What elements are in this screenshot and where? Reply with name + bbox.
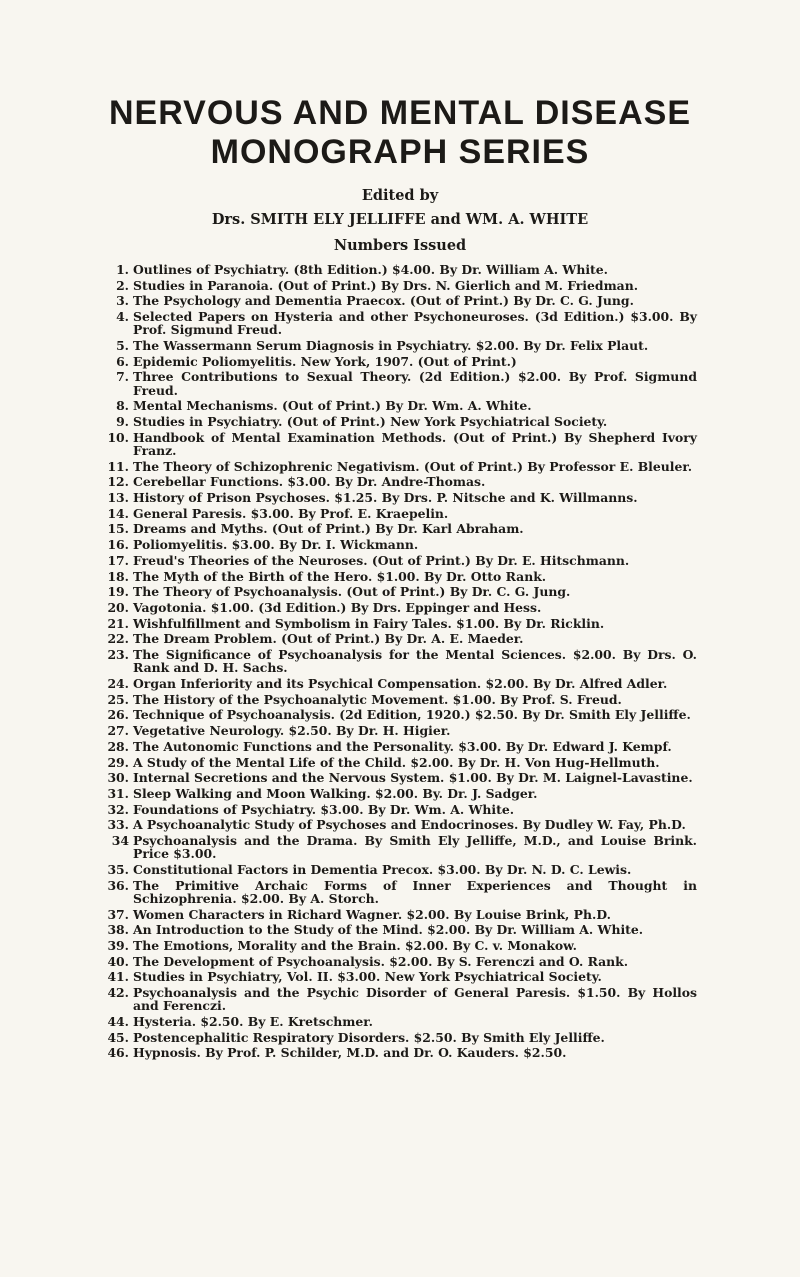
entry-number: 28.	[107, 738, 129, 754]
list-item	[105, 986, 697, 1012]
entry-text: Women Characters in Richard Wagner. $2.00. By Louise Brink, Ph.D.	[133, 906, 611, 922]
entry-text: General Paresis. $3.00. By Prof. E. Kraepelin.	[133, 505, 449, 521]
list-item	[105, 617, 697, 630]
entry-number: 41.	[107, 969, 129, 985]
list-item	[105, 507, 697, 520]
entry-number: 23.	[107, 647, 129, 663]
list-item	[105, 632, 697, 645]
entry-number: 14.	[107, 505, 129, 521]
entry-number: 4.	[116, 309, 129, 325]
entry-text: Sleep Walking and Moon Walking. $2.00. By. Dr. J. Sadger.	[133, 785, 538, 801]
list-item	[105, 970, 697, 983]
entry-number: 38.	[107, 922, 129, 938]
entry-number: 15.	[107, 521, 129, 537]
list-item	[105, 939, 697, 952]
list-item	[105, 771, 697, 784]
entry-text: Vagotonia. $1.00. (3d Edition.) By Drs. Eppinger and Hess.	[133, 599, 542, 615]
list-item	[105, 460, 697, 473]
entry-text: The Development of Psychoanalysis. $2.00. By S. Ferenczi and O. Rank.	[133, 953, 629, 969]
entry-number: 40.	[107, 953, 129, 969]
entry-text: The Autonomic Functions and the Personality. $3.00. By Dr. Edward J. Kempf.	[133, 738, 672, 754]
list-item	[105, 310, 697, 336]
entry-number: 3.	[116, 293, 129, 309]
list-item	[105, 294, 697, 307]
list-item	[105, 431, 697, 457]
list-item	[105, 339, 697, 352]
entry-number: 7.	[116, 369, 129, 385]
entry-text: Organ Inferiority and its Psychical Compensation. $2.00. By Dr. Alfred Adler.	[133, 675, 668, 691]
entry-number: 13.	[107, 490, 129, 506]
list-item	[105, 923, 697, 936]
list-item	[105, 279, 697, 292]
entry-text: Outlines of Psychiatry. (8th Edition.) $4.00. By Dr. William A. White.	[133, 262, 608, 277]
edited-by-label: Edited by	[361, 187, 439, 204]
list-item	[105, 1046, 697, 1059]
entry-text: The Psychology and Dementia Praecox. (Out of Print.) By Dr. C. G. Jung.	[133, 293, 634, 309]
list-item	[105, 693, 697, 706]
monograph-list	[105, 263, 697, 1062]
entry-text: Vegetative Neurology. $2.50. By Dr. H. Higier.	[133, 723, 451, 739]
entry-number: 27.	[107, 723, 129, 739]
entry-text: The Dream Problem. (Out of Print.) By Dr. A. E. Maeder.	[133, 631, 524, 647]
entry-text: Hypnosis. By Prof. P. Schilder, M.D. and Dr. O. Kauders. $2.50.	[133, 1045, 567, 1061]
list-item	[105, 399, 697, 412]
entry-text: Mental Mechanisms. (Out of Print.) By Dr. Wm. A. White.	[133, 398, 532, 414]
entry-number: 37.	[107, 906, 129, 922]
entry-number: 39.	[107, 937, 129, 953]
entry-text: The Emotions, Morality and the Brain. $2.00. By C. v. Monakow.	[133, 937, 577, 953]
entry-text: An Introduction to the Study of the Mind. $2.00. By Dr. William A. White.	[133, 922, 644, 938]
numbers-issued-heading: Numbers Issued	[333, 237, 467, 254]
entry-text: Poliomyelitis. $3.00. By Dr. I. Wickmann.	[133, 537, 419, 553]
entry-text: History of Prison Psychoses. $1.25. By Drs. P. Nitsche and K. Willmanns.	[133, 490, 638, 506]
entry-text: A Study of the Mental Life of the Child. $2.00. By Dr. H. Von Hug-Hellmuth.	[133, 754, 660, 770]
list-item	[105, 648, 697, 674]
list-item	[105, 879, 697, 905]
entry-text: The Primitive Archaic Forms of Inner Experiences and Thought in Schizophrenia. $2.00. By A. Storch.	[133, 877, 697, 906]
list-item	[105, 415, 697, 428]
list-item	[105, 863, 697, 876]
entry-number: 17.	[107, 552, 129, 568]
entry-text: The Wassermann Serum Diagnosis in Psychiatry. $2.00. By Dr. Felix Plaut.	[133, 338, 649, 354]
list-item	[105, 554, 697, 567]
list-item	[105, 908, 697, 921]
list-item	[105, 724, 697, 737]
entry-number: 24.	[107, 675, 129, 691]
entry-number: 2.	[116, 277, 129, 293]
list-item	[105, 818, 697, 831]
entry-number: 44.	[107, 1013, 129, 1029]
entry-number: 19.	[107, 584, 129, 600]
list-item	[105, 263, 697, 276]
entry-text: Epidemic Poliomyelitis. New York, 1907. (Out of Print.)	[133, 353, 517, 369]
entry-text: Handbook of Mental Examination Methods. (Out of Print.) By Shepherd Ivory Franz.	[133, 429, 697, 458]
entry-text: The History of the Psychoanalytic Movement. $1.00. By Prof. S. Freud.	[133, 691, 622, 707]
entry-number: 29.	[107, 754, 129, 770]
list-item	[105, 522, 697, 535]
entry-text: Hysteria. $2.50. By E. Kretschmer.	[133, 1013, 373, 1029]
entry-text: Dreams and Myths. (Out of Print.) By Dr. Karl Abraham.	[133, 521, 524, 537]
entry-number: 36.	[107, 877, 129, 893]
entry-number: 21.	[107, 615, 129, 631]
list-item	[105, 740, 697, 753]
entry-number: 45.	[107, 1029, 129, 1045]
entry-number: 32.	[107, 801, 129, 817]
entry-text: Psychoanalysis and the Drama. By Smith Ely Jelliffe, M.D., and Louise Brink. Price $3.00.	[133, 833, 697, 862]
list-item	[105, 803, 697, 816]
entry-text: The Significance of Psychoanalysis for the Mental Sciences. $2.00. By Drs. O. Rank and D. H. Sachs.	[133, 647, 697, 676]
entry-number: 10.	[107, 429, 129, 445]
entry-text: A Psychoanalytic Study of Psychoses and Endocrinoses. By Dudley W. Fay, Ph.D.	[133, 817, 686, 833]
entry-text: The Theory of Schizophrenic Negativism. (Out of Print.) By Professor E. Bleuler.	[133, 458, 693, 474]
list-item	[105, 585, 697, 598]
entry-text: The Theory of Psychoanalysis. (Out of Print.) By Dr. C. G. Jung.	[133, 584, 571, 600]
entry-text: Wishfulfillment and Symbolism in Fairy Tales. $1.00. By Dr. Ricklin.	[133, 615, 605, 631]
entry-text: Constitutional Factors in Dementia Precox. $3.00. By Dr. N. D. C. Lewis.	[133, 861, 632, 877]
entry-text: Psychoanalysis and the Psychic Disorder of General Paresis. $1.50. By Hollos and Ferenczi.	[133, 985, 697, 1014]
entry-text: Cerebellar Functions. $3.00. By Dr. Andre-Thomas.	[133, 474, 486, 490]
entry-text: Freud's Theories of the Neuroses. (Out of Print.) By Dr. E. Hitschmann.	[133, 552, 630, 568]
entry-number: 30.	[107, 770, 129, 786]
editors-line: Drs. SMITH ELY JELLIFFE and WM. A. WHITE	[211, 211, 589, 228]
list-item	[105, 601, 697, 614]
entry-number: 42.	[107, 985, 129, 1001]
entry-number: 11.	[107, 458, 129, 474]
entry-text: Three Contributions to Sexual Theory. (2d Edition.) $2.00. By Prof. Sigmund Freud.	[133, 369, 697, 398]
list-item	[105, 570, 697, 583]
entry-text: Postencephalitic Respiratory Disorders. $2.50. By Smith Ely Jelliffe.	[133, 1029, 605, 1045]
list-item	[105, 538, 697, 551]
entry-number: 46.	[107, 1045, 129, 1061]
entry-number: 33.	[107, 817, 129, 833]
list-item	[105, 756, 697, 769]
entry-number: 6.	[116, 353, 129, 369]
entry-number: 34	[111, 833, 129, 849]
entry-text: Studies in Psychiatry. (Out of Print.) New York Psychiatrical Society.	[133, 414, 608, 430]
entry-number: 12.	[107, 474, 129, 490]
list-item	[105, 1015, 697, 1028]
entry-text: Studies in Psychiatry, Vol. II. $3.00. New York Psychiatrical Society.	[133, 969, 602, 985]
series-title-line-1: NERVOUS AND MENTAL DISEASE	[108, 94, 692, 132]
list-item	[105, 475, 697, 488]
entry-text: Internal Secretions and the Nervous System. $1.00. By Dr. M. Laignel-Lavastine.	[133, 770, 693, 786]
entry-text: Studies in Paranoia. (Out of Print.) By Drs. N. Gierlich and M. Friedman.	[133, 277, 639, 293]
entry-number: 31.	[107, 785, 129, 801]
entry-number: 9.	[116, 414, 129, 430]
entry-number: 20.	[107, 599, 129, 615]
series-title-line-2: MONOGRAPH SERIES	[210, 133, 590, 171]
list-item	[105, 355, 697, 368]
list-item	[105, 491, 697, 504]
list-item	[105, 787, 697, 800]
entry-number: 8.	[116, 398, 129, 414]
list-item	[105, 677, 697, 690]
entry-text: Selected Papers on Hysteria and other Psychoneuroses. (3d Edition.) $3.00. By Prof. Sigmund Freud.	[133, 309, 697, 338]
entry-number: 1.	[116, 262, 129, 277]
list-item	[105, 834, 697, 860]
entry-number: 18.	[107, 568, 129, 584]
entry-text: Foundations of Psychiatry. $3.00. By Dr. Wm. A. White.	[133, 801, 515, 817]
entry-number: 5.	[116, 338, 129, 354]
list-item	[105, 370, 697, 396]
entry-number: 16.	[107, 537, 129, 553]
entry-number: 22.	[107, 631, 129, 647]
entry-number: 35.	[107, 861, 129, 877]
entry-number: 25.	[107, 691, 129, 707]
entry-text: Technique of Psychoanalysis. (2d Edition, 1920.) $2.50. By Dr. Smith Ely Jelliffe.	[133, 707, 691, 723]
list-item	[105, 955, 697, 968]
list-item	[105, 708, 697, 721]
entry-number: 26.	[107, 707, 129, 723]
list-item	[105, 1031, 697, 1044]
entry-text: The Myth of the Birth of the Hero. $1.00. By Dr. Otto Rank.	[133, 568, 547, 584]
